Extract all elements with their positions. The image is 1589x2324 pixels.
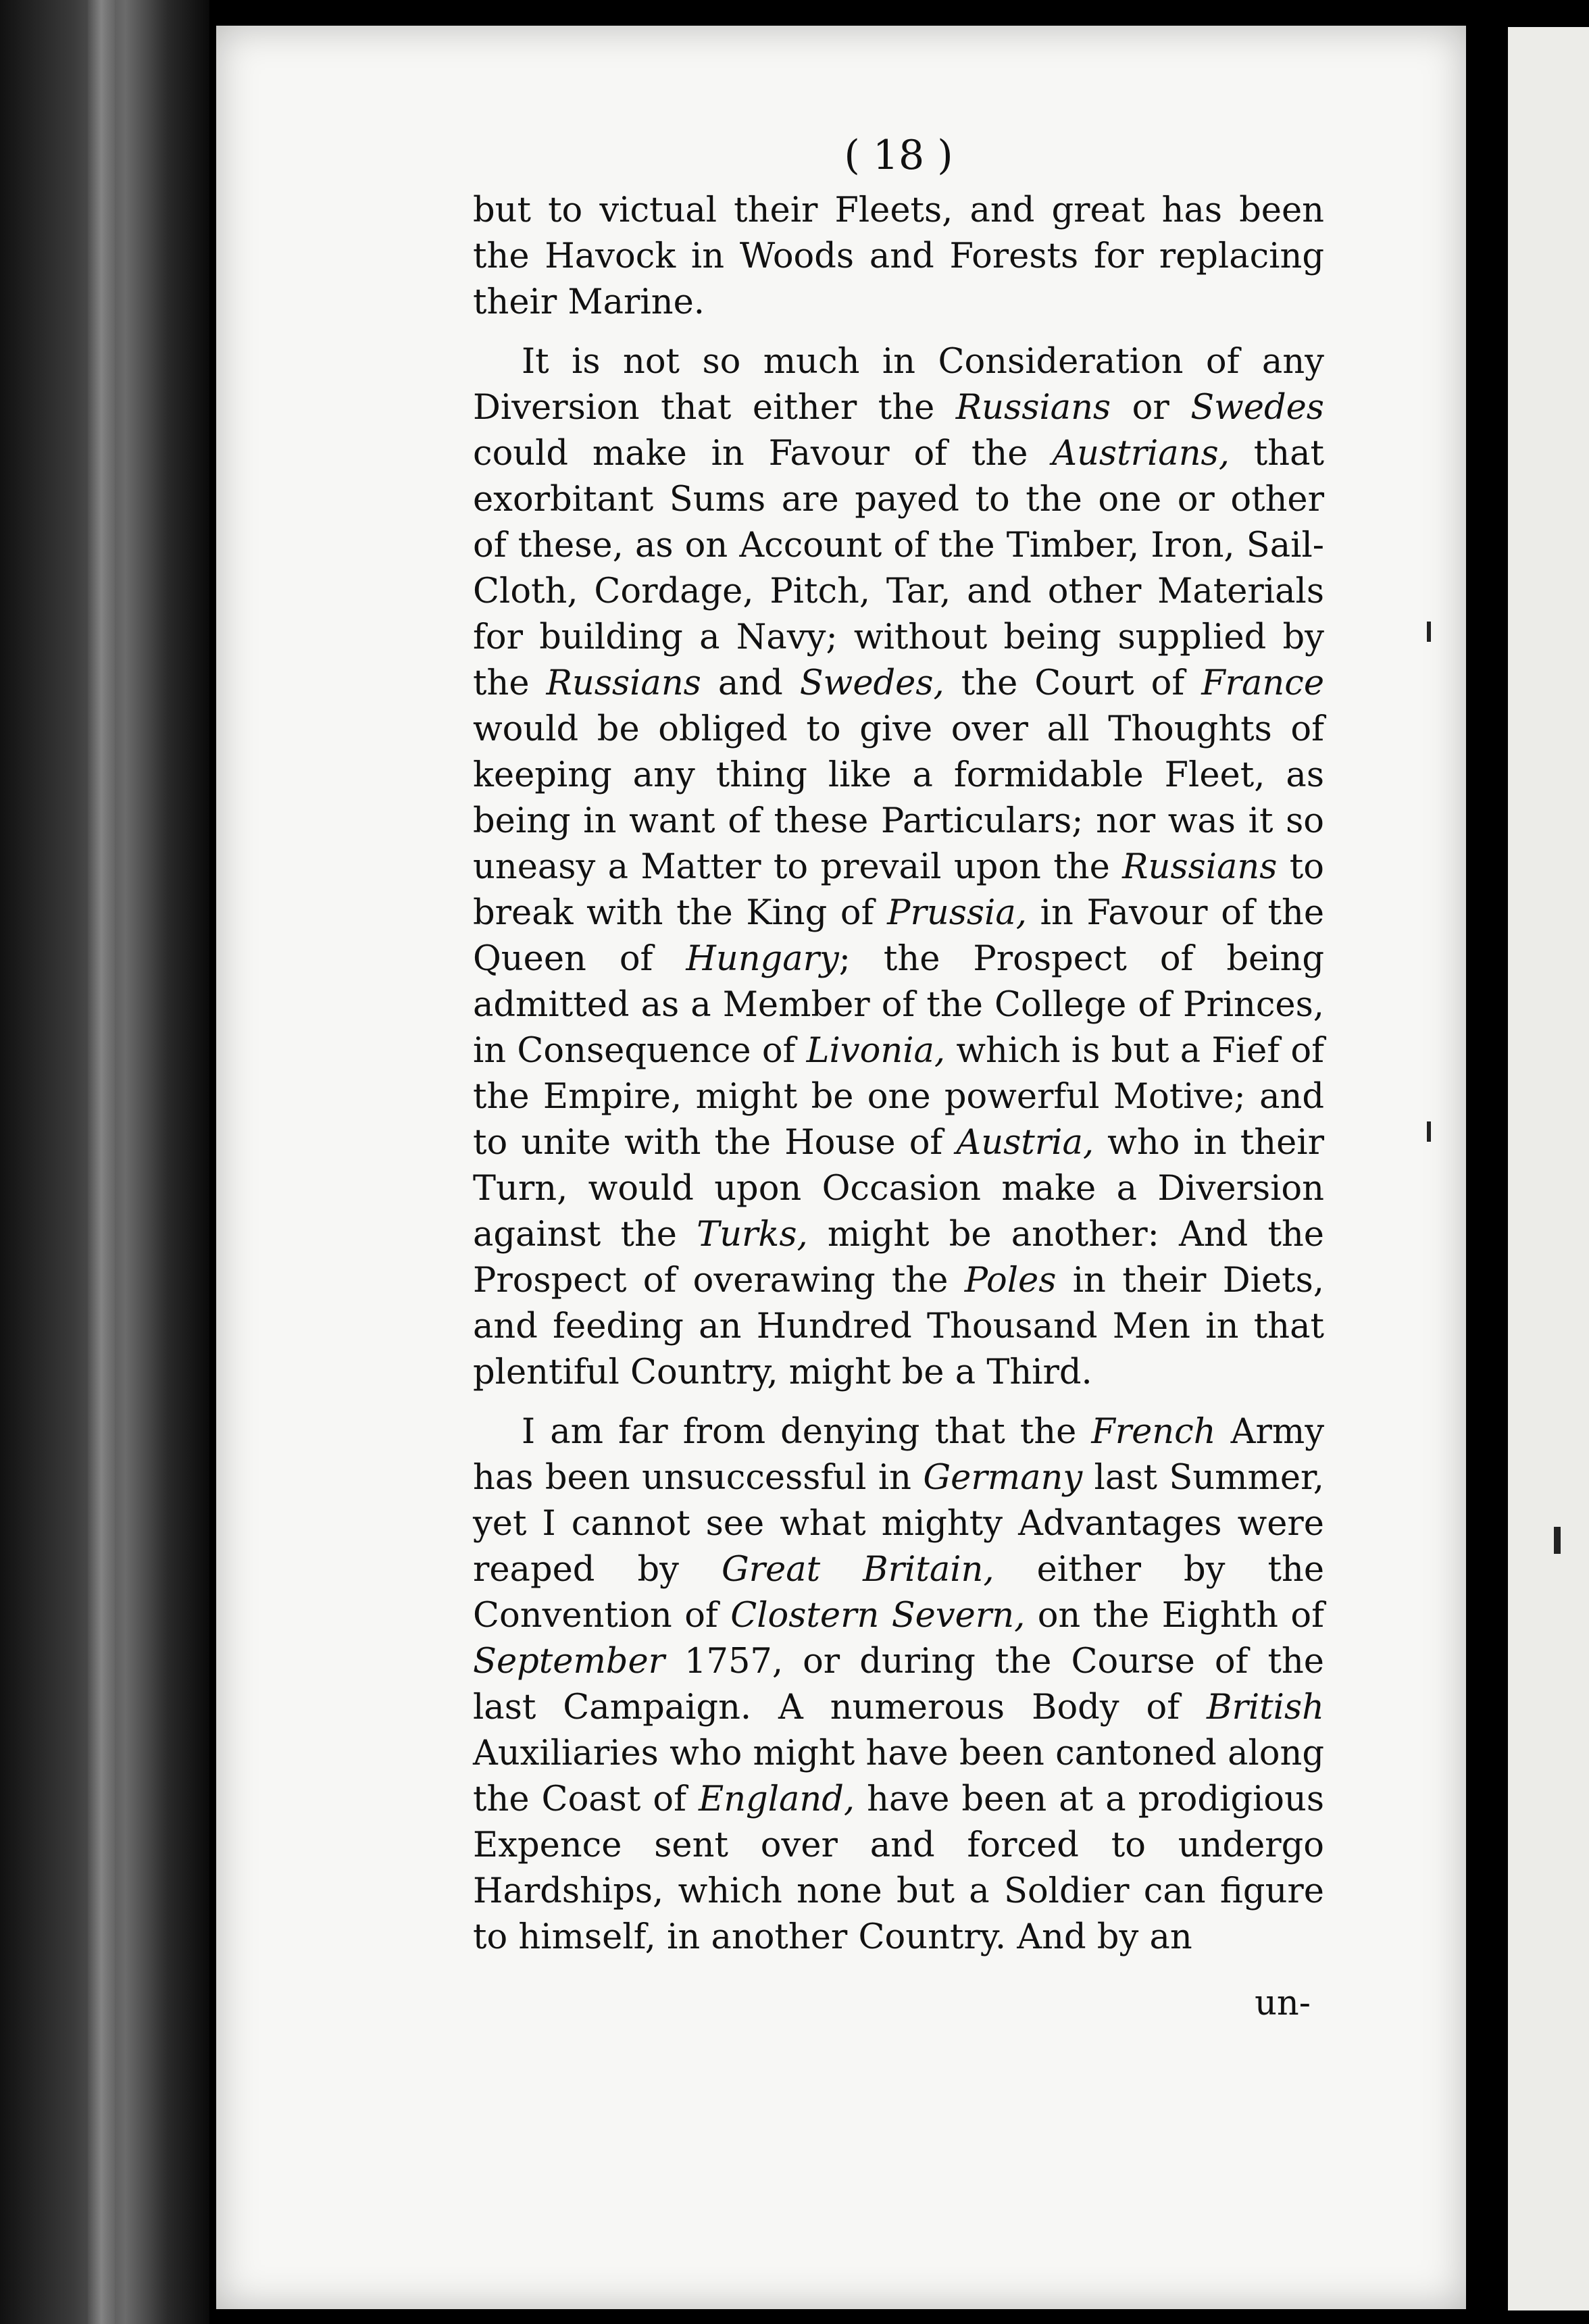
paragraph [473,339,1324,1396]
italic-text-run: Austrians, [1052,434,1230,474]
italic-text-run: Poles [964,1261,1057,1300]
italic-text-run: Clostern Severn, [730,1596,1026,1636]
text-run: but to victual their Fleets, and great has been the Havock in Woods and Forests for replacing their Marine. [473,191,1324,322]
text-run: to break with the King of [473,847,1325,933]
scan-speck [1554,1527,1561,1554]
italic-text-run: France [1201,663,1325,703]
italic-text-run: England, [698,1779,855,1819]
text-run: It is not so much in Consideration of any Diversion that either the [473,342,1324,428]
text-run: Army has been unsuccessful in [473,1412,1325,1498]
paragraphs [473,188,1324,1961]
text-run: the Court of [944,663,1202,703]
paragraph [473,1409,1324,1961]
text-run: on the Eighth of [1025,1596,1325,1636]
italic-text-run: Germany [923,1458,1083,1498]
italic-text-run: Prussia, [887,893,1027,933]
text-run: 1757, or during the Course of the last Campaign. A numerous Body of [473,1642,1324,1727]
text-run: might be another: And the Prospect of overawing the [473,1215,1324,1300]
italic-text-run: Swedes [1190,388,1324,428]
text-run: Auxiliaries who might have been cantoned along the Coast of [473,1734,1324,1819]
italic-text-run: British [1207,1688,1324,1727]
text-run: and [701,663,800,703]
text-run: which is but a Fief of the Empire, might be one powerful Motive; and to unite with the House of [473,1031,1324,1163]
text-run: or [1111,388,1191,428]
page-text-block [473,128,1324,2027]
italic-text-run: Hungary [686,939,839,979]
paragraph [473,188,1324,326]
italic-text-run: Swedes, [799,663,944,703]
italic-text-run: Russians [1122,847,1278,887]
italic-text-run: September [473,1642,665,1682]
scan-speck [1427,1121,1431,1142]
scan-light-streak [88,0,115,2324]
italic-text-run: French [1091,1412,1216,1452]
text-run: last Summer, yet I cannot see what mighty Advantages were reaped by [473,1458,1325,1590]
italic-text-run: Great Britain, [721,1550,994,1590]
text-run: I am far from denying that the [522,1412,1092,1452]
page-number: ( 18 ) [844,132,953,179]
text-run: either by the Convention of [473,1550,1325,1636]
scan-speck [1427,622,1431,642]
text-run: who in their Turn, would upon Occasion make a Diversion against the [473,1123,1325,1255]
italic-text-run: Austria, [956,1123,1094,1163]
italic-text-run: Livonia, [806,1031,946,1071]
text-run: in their Diets, and feeding an Hundred Thousand Men in that plentiful Country, might be a Third. [473,1261,1324,1392]
text-run: that exorbitant Sums are payed to the one or other of these, as on Account of the Timber, Iron, Sail-Cloth, Cordage, Pitch, Tar, and other Materials for building a Navy; without being supplied by the [473,434,1324,703]
page-gutter [1466,0,1508,2324]
italic-text-run: Turks, [697,1215,808,1255]
catchword: un- [1255,1984,1311,2023]
text-run: ; the Prospect of being admitted as a Member of the College of Princes, in Consequence of [473,939,1324,1071]
italic-text-run: Russians [546,663,701,703]
text-run: have been at a prodigious Expence sent over and forced to undergo Hardships, which none but a Soldier can figure to himself, in another Country. And by an [473,1779,1324,1957]
text-run: could make in Favour of the [473,434,1053,474]
text-run: in Favour of the Queen of [473,893,1324,979]
adjacent-page-edge [1508,27,1589,2310]
text-run: would be obliged to give over all Thoughts of keeping any thing like a formidable Fleet, as being in want of these Particulars; nor was it so uneasy a Matter to prevail upon the [473,709,1324,887]
italic-text-run: Russians [955,388,1111,428]
